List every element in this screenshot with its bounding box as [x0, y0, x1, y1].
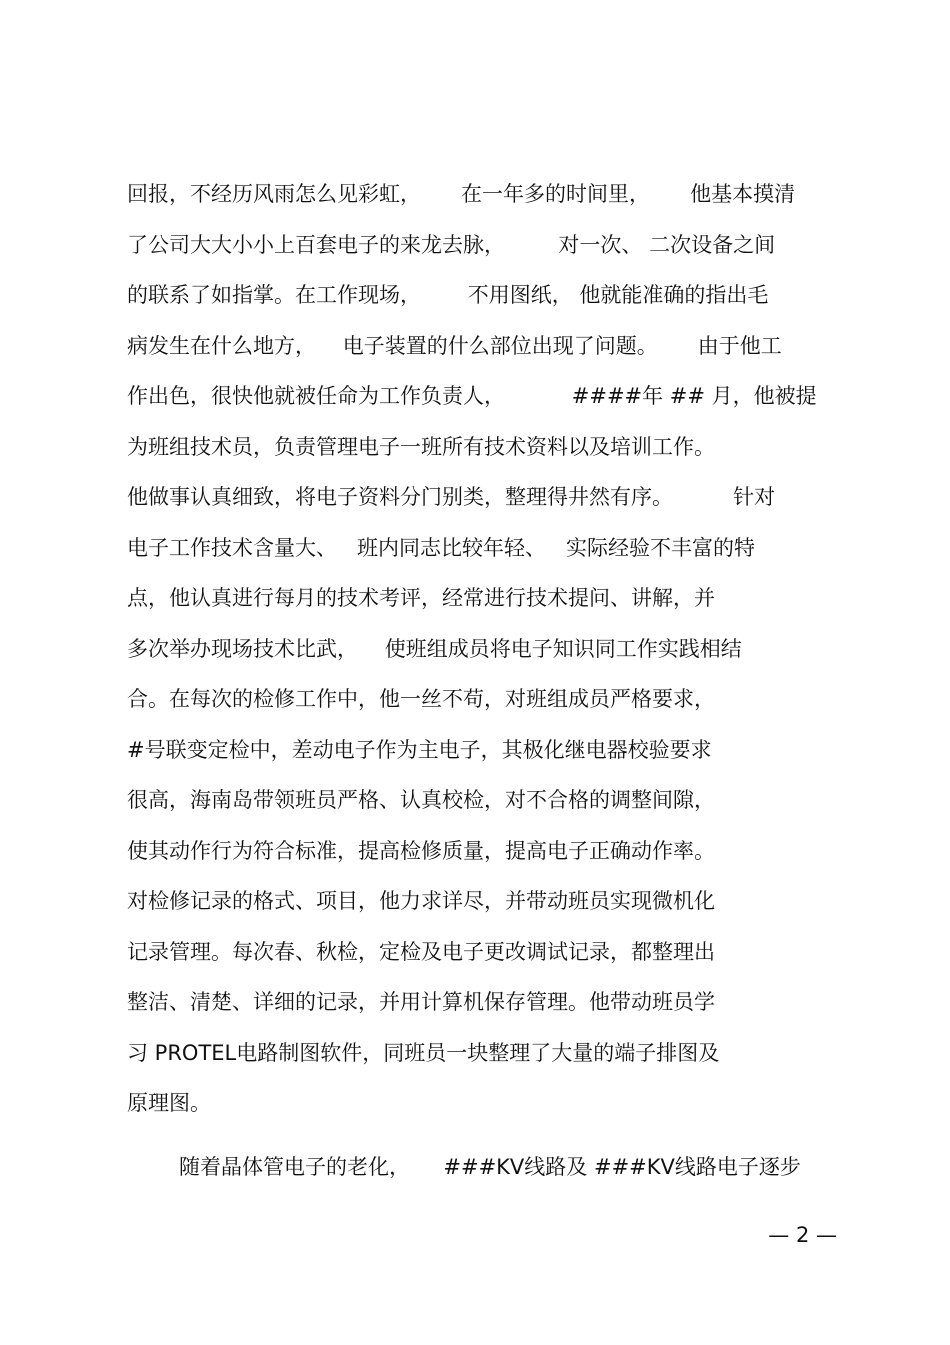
text-line: 对检修记录的格式、项目，他力求详尽，并带动班员实现微机化: [127, 889, 715, 913]
paragraph-start-line: 随着晶体管电子的老化， ###KV线路及 ###KV线路电子逐步: [179, 1154, 801, 1179]
text-line: 整洁、清楚、详细的记录，并用计算机保存管理。他带动班员学: [127, 990, 715, 1014]
text-line: 使其动作行为符合标准，提高检修质量，提高电子正确动作率。: [127, 838, 715, 863]
page-number: — 2 —: [768, 1223, 837, 1247]
text-line: 电子工作技术含量大、 班内同志比较年轻、 实际经验不丰富的特: [127, 535, 756, 560]
text-line: 原理图。: [127, 1091, 211, 1115]
body-text: [127, 174, 837, 1197]
text-line: 病发生在什么地方， 电子装置的什么部位出现了问题。 由于他工: [127, 333, 782, 358]
text-line: 回报，不经历风雨怎么见彩虹， 在一年多的时间里， 他基本摸清: [127, 182, 796, 206]
text-line: 合。在每次的检修工作中，他一丝不苟，对班组成员严格要求，: [127, 687, 715, 711]
text-line: 的联系了如指掌。在工作现场， 不用图纸， 他就能准确的指出毛: [127, 283, 769, 307]
text-line: 作出色，很快他就被任命为工作负责人， ####年 ## 月，他被提: [127, 384, 817, 408]
text-line: 为班组技术员，负责管理电子一班所有技术资料以及培训工作。: [127, 434, 715, 459]
text-line: 了公司大大小小上百套电子的来龙去脉， 对一次、 二次设备之间: [127, 232, 776, 257]
text-line: #号联变定检中，差动电子作为主电子，其极化继电器校验要求: [127, 737, 712, 762]
text-line: 记录管理。每次春、秋检，定检及电子更改调试记录，都整理出: [127, 939, 715, 964]
text-line: 点，他认真进行每月的技术考评，经常进行技术提问、讲解，并: [127, 586, 715, 610]
text-line: 很高，海南岛带领班员严格、认真校检，对不合格的调整间隙，: [127, 788, 715, 812]
text-line: 习 PROTEL电路制图软件，同班员一块整理了大量的端子排图及: [127, 1040, 720, 1065]
text-line: 多次举办现场技术比武， 使班组成员将电子知识同工作实践相结: [127, 636, 742, 661]
text-line: 他做事认真细致，将电子资料分门别类，整理得井然有序。 针对: [127, 485, 776, 509]
